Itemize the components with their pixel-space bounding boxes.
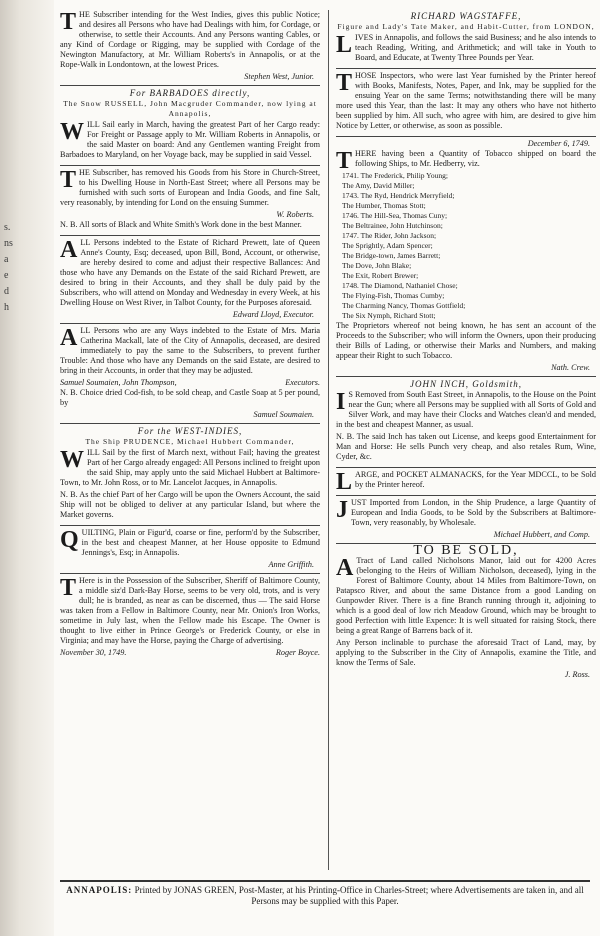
list-item: The Flying-Fish, Thomas Cumby; [342,291,445,300]
ad-signatures: Samuel Soumaien, John Thompson, Executors. [60,378,320,387]
ad-heading: For BARBADOES directly, [129,88,251,98]
ad-cordage: THE Subscriber intending for the West Indies, gives this public Notice; and desires all Persons who have had Dealings with him, for Cordage, or otherwise, to settle their Accounts. And any Persons wanting Cables, or any Kind of Cordage or Rigging, may be supplied with Cordage of the Newington Manufactory, at Mr. William Roberts's in Annapolis, or at the Rope-Walk in Londontown, at the lowest Prices. Stephen West, Junior. [60,10,320,86]
list-item: 1748. The Diamond, Nathaniel Chose; [342,281,458,290]
ad-goods-removed: THE Subscriber, has removed his Goods from his Store in Church-Street, to his Dwelling House in North-East Street; where all Persons may be furnished with such sorts of European and India Goods, and fine Salt, very reasonably, by intending for Lond on the ensuing Summer. W. Roberts. N. B. All sorts of Black and White Smith's Work done in the best Manner. [60,168,320,236]
ad-goldsmith: JOHN INCH, Goldsmith, I S Removed from South East Street, in Annapolis, to the House on the Point near the Gun; where all Persons may be supplied with all Sorts of Gold and Silver Work, and may have their Clocks and Watches clean'd and mended, in the best and cheapest Manner, as usual. N. B. The said Inch has taken out License, and keeps good Entertainment for Man and Horse: He sells Punch very cheap, and also retales Rum, Wine, Cyder, &c. [336,379,596,468]
ad-signature: Nath. Crew. [551,363,590,372]
ad-mackall-estate: ALL Persons who are any Ways indebted to the Estate of Mrs. Maria Catherina Mackall, late of the City of Annapolis, deceased, are desired immediately to pay the same to the Subscribers, to prevent further Trouble: And those who have any Demands on the said Estate, are desired to bring in their Accounts, in order that they may be adjusted. Samuel Soumaien, John Thompson, Executors. N. B. Choice dried Cod-fish, to be sold cheap, and Castle Soap at 5 per pound, by Samuel Soumaien. [60,326,320,424]
list-item: The Six Nymph, Richard Stott; [342,311,436,320]
ad-signature: Michael Hubbert, and Comp. [493,530,590,539]
ad-subheading: The Ship PRUDENCE, Michael Hubbert Commander, [85,437,295,446]
ad-subheading: Figure and Lady's Tate Maker, and Habit-Cutter, from LONDON, [337,22,595,31]
ad-signature: W. Roberts. [276,210,314,219]
ad-barbadoes: For BARBADOES directly, The Snow RUSSELL, John Macgruder Commander, now lying at Annapolis, WILL Sail early in March, having the greatest Part of her Cargo ready: For Freight or Passage apply to Mr. William Roberts in Annapolis, or the said Master on board: And any Gentlemen wanting Freight from Barbadoes to Maryland, on her Voyage back, may be supplied in said Vessel. [60,88,320,166]
list-item: The Amy, David Miller; [342,181,415,190]
ad-prewett-estate: ALL Persons indebted to the Estate of Richard Prewett, late of Queen Anne's County, Esq; deceased, upon Bill, Bond, Account, or otherwise, are hereby desired to come and adjust their respective Ballances: And those who have any Demands on the Estate of the said Richard Prewett, are desired to bring in their Accounts, and they shall be duly paid by the Subscribers, who will attend on Monday and Wednesday in every Week, at his Dwelling House on West River, in Talbot County, for the Purposes aforesaid. Edward Lloyd, Executor. [60,238,320,324]
right-column [336,10,596,685]
ad-heading: For the WEST-INDIES, [137,426,243,436]
ad-signature: Anne Griffith. [268,560,314,569]
ship-list [336,171,596,321]
ad-note: N. B. Choice dried Cod-fish, to be sold cheap, and Castle Soap at 5 per pound, by [60,388,320,407]
ad-wagstaffe: RICHARD WAGSTAFFE, Figure and Lady's Tate Maker, and Habit-Cutter, from LONDON, LIVES in Annapolis, and follows the said Business; and he also intends to teach Reading, Writing, and Arithmetick; and will take in Youth to Board, and Educate, at Twenty Three Pounds per Year. [336,11,596,69]
ad-signature: Stephen West, Junior. [244,72,314,81]
ad-signature: Edward Lloyd, Executor. [232,310,314,319]
list-item: The Charming Nancy, Thomas Gottfield; [342,301,466,310]
list-item: The Sprightly, Adam Spencer; [342,241,433,250]
list-item: The Dove, John Blake; [342,261,412,270]
ad-tobacco: December 6, 1749. THERE having been a Quantity of Tobacco shipped on board the following Ships, to Mr. Hedberry, viz. 1741. The Frederick, Philip Young; The Amy, David Miller; 1743. The Ryd, Hendrick Merryfield; The Humber, Thomas Stott; 1746. The Hill-Sea, Thomas Cuny; The Beltrainee, John Hutchinson; 1747. The Rider, John Jackson; The Sprightly, Adam Spencer; The Bridge-town, James Barrett; The Dove, John Blake; The Exit, Robert Brewer; 1748. The Diamond, Nathaniel Chose; The Flying-Fish, Thomas Cumby; The Charming Nancy, Thomas Gottfield; The Six Nymph, Richard Stott; The Proprietors whereof not being known, he has sent an account of the Proceeds to the Subscriber; who will inform the Owners, upon their producing their Bills of Lading, or otherwise their Marks and Numbers, and making appear their Right to such Tobacco. Nath. Crew. [336,139,596,377]
list-item: 1741. The Frederick, Philip Young; [342,171,448,180]
list-item: The Beltrainee, John Hutchinson; [342,221,443,230]
ad-inspectors: THOSE Inspectors, who were last Year furnished by the Printer hereof with Books, Manifests, Notes, Paper, and Ink, may be supplied for the ensuing Year on the same Terms; notwithstanding there will be many more used this Year, than the last: It may any others who have not hitherto been supplied by him. All such, who agree with him, are desired to give him Notice by Letter, or otherwise, as soon as possible. [336,71,596,137]
ad-heading: JOHN INCH, Goldsmith, [409,379,522,389]
ad-heading: TO BE SOLD, [413,543,519,558]
ad-west-indies-ship: For the WEST-INDIES, The Ship PRUDENCE, Michael Hubbert Commander, WILL Sail by the first of March next, without Fail; having the greatest Part of her Cargo already engaged: All Persons inclined to freight upon the said Ship, may apply unto the said Michael Hubbert at Baltimore-Town, to Mr. John Ross, or to Mr. Lancelot Jacques, in Annapolis. N. B. As the chief Part of her Cargo will be upon the Owners Account, the said Ship will not be obliged to deliver at any particular Island, but where the Market governs. [60,426,320,526]
ad-land-for-sale: TO BE SOLD, A Tract of Land called Nicholsons Manor, laid out for 4200 Acres (belonging to the Heirs of William Nicholson, deceased), lying in the Forest of Baltimore County, about 14 Miles from Baltimore-Town, on Patapsco River, and about the same Distance from a good Landing on Gunpowder River. There is a fine Branch running through it, adjoining to which is a good deal of low rich Meadow Ground, which may be brought to good Perfection with little Expence: It is well situated for raising Stock, there being a great Range of Barrens back of it. Any Person inclinable to purchase the aforesaid Tract of Land, may, by applying to the Subscriber in the City of Annapolis, examine the Title, and know the Terms of Sale. J. Ross. [336,543,596,679]
ad-signature: J. Ross. [564,670,590,679]
ad-note: N. B. The said Inch has taken out License, and keeps good Entertainment for Man and Horse: He sells Punch very cheap, and also retales Rum, Wine, Cyder, &c. [336,432,596,461]
column-divider [328,10,329,870]
ad-date: December 6, 1749. [527,139,590,148]
ad-imported-goods: JUST Imported from London, in the Ship Prudence, a large Quantity of European and India Goods, to be Sold by the Subscribers at Baltimore-Town, very reasonably, by Wholesale. Michael Hubbert, and Comp. [336,498,596,544]
gutter-marks: s. ns a e d h [4,222,13,313]
ad-stray-horse: T Here is in the Possession of the Subscriber, Sheriff of Baltimore County, a middle siz'd Dark-Bay Horse, seems to be very old, trots, and is very dull; he is branded, as near as can be discerned, thus — The said Horse was taken from a Fellow in Baltimore County, near Mr. Onion's Iron Works, sometime in July last, when the Fellow made his Escape. The Owner is thought to live either in Prince George's or Frederick County, or else in Virginia; and may have the Horse, paying the Charge of advertising. November 30, 1749. Roger Boyce. [60,575,320,657]
left-column [60,10,320,663]
list-item: 1747. The Rider, John Jackson; [342,231,437,240]
ad-note: N. B. As the chief Part of her Cargo will be upon the Owners Account, the said Ship will not be obliged to deliver at any particular Island, but where the Market governs. [60,490,320,519]
list-item: 1743. The Ryd, Hendrick Merryfield; [342,191,455,200]
ad-signatures: November 30, 1749. Roger Boyce. [60,648,320,657]
ad-note: N. B. All sorts of Black and White Smith's Work done in the best Manner. [60,220,302,229]
ad-almanacks: LARGE, and POCKET ALMANACKS, for the Year MDCCL, to be Sold by the Printer hereof. [336,469,596,495]
list-item: The Bridge-town, James Barrett; [342,251,441,260]
ad-heading: RICHARD WAGSTAFFE, [410,11,522,21]
list-item: The Humber, Thomas Stott; [342,201,426,210]
list-item: 1746. The Hill-Sea, Thomas Cuny; [342,211,448,220]
ad-quilting: QUILTING, Plain or Figur'd, coarse or fine, perform'd by the Subscriber, in the best and cheapest Manner, at her House opposite to Edmund Jennings's, Esq; in Annapolis. Anne Griffith. [60,528,320,574]
ad-subheading: The Snow RUSSELL, John Macgruder Commander, now lying at Annapolis, [63,99,317,118]
printer-imprint: ANNAPOLIS: Printed by JONAS GREEN, Post-Master, at his Printing-Office in Charles-Street; where Advertisements are taken in, and all Persons may be supplied with this Paper. [60,880,590,907]
page-gutter [0,0,54,936]
list-item: The Exit, Robert Brewer; [342,271,419,280]
